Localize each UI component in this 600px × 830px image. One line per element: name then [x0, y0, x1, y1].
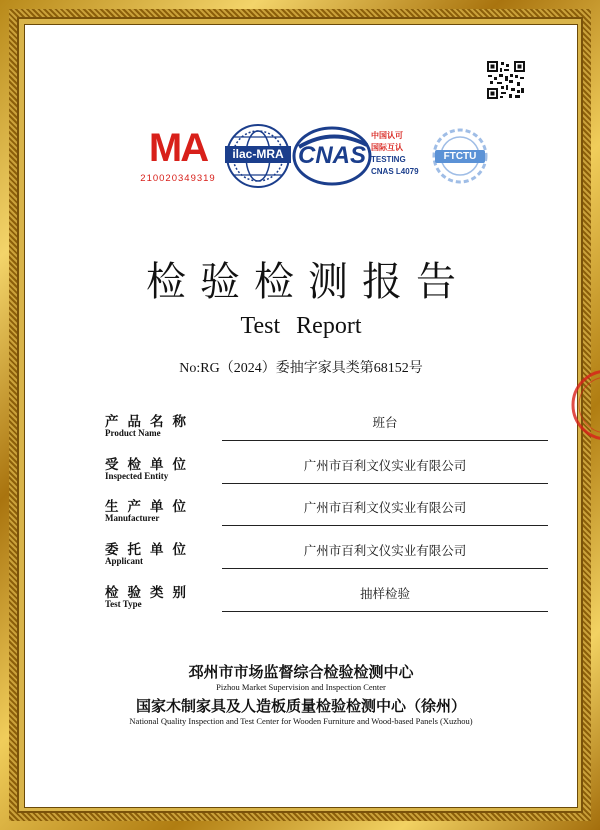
cnas-accreditation-info: [371, 130, 431, 178]
field-label-en: Applicant: [105, 556, 144, 566]
field-label-cn: 生产单位: [105, 499, 195, 514]
cnas-line-1: 中国认可: [371, 131, 403, 140]
title-english: Test Report: [240, 313, 362, 339]
field-value: 广州市百利文仪实业有限公司: [303, 501, 467, 515]
field-label-en: Inspected Entity: [105, 471, 169, 481]
field-underline: [222, 483, 548, 484]
cma-number: 210020349319: [140, 173, 216, 184]
ilac-mra-logo: [225, 123, 291, 189]
field-value: 班台: [372, 416, 398, 430]
field-value: 抽样检验: [359, 587, 410, 601]
cnas-line-2: 国际互认: [371, 143, 403, 152]
ilac-logo-text: ilac-MRA: [225, 146, 291, 163]
field-underline: [222, 611, 548, 612]
field-label-cn: 检验类别: [105, 585, 195, 600]
field-value: 广州市百利文仪实业有限公司: [303, 544, 467, 558]
field-label-cn: 委托单位: [105, 542, 195, 557]
red-seal-stamp-icon: [561, 365, 600, 445]
field-label-en: Product Name: [105, 428, 161, 438]
report-number: No:RG（2024）委抽字家具类第68152号: [179, 361, 423, 376]
ftctu-logo: [429, 127, 491, 185]
cma-logo: [135, 125, 221, 189]
field-label-en: Test Type: [105, 599, 142, 609]
ftctu-logo-text: FTCTU: [435, 150, 485, 163]
field-value: 广州市百利文仪实业有限公司: [303, 459, 467, 473]
cnas-line-4: CNAS L4079: [371, 167, 419, 176]
field-underline: [222, 440, 548, 441]
field-label-cn: 产品名称: [105, 414, 195, 429]
field-underline: [222, 568, 548, 569]
cma-logo-text: MA: [148, 126, 208, 170]
organization-2-chinese: 国家木制家具及人造板质量检验检测中心（徐州）: [135, 699, 466, 715]
cnas-line-3: TESTING: [371, 155, 406, 164]
certificate-paper: [24, 24, 578, 808]
organization-1-chinese: 邳州市市场监督综合检验检测中心: [188, 665, 414, 681]
cnas-logo: [291, 125, 373, 187]
cnas-logo-text: CNAS: [297, 142, 366, 169]
organization-2-english: National Quality Inspection and Test Center for Wooden Furniture and Wood-based Panels (Xuzhou): [129, 716, 473, 726]
field-label-en: Manufacturer: [105, 513, 160, 523]
title-chinese: 检验检测报告: [146, 259, 470, 304]
qr-code-icon: [487, 61, 525, 99]
field-label-cn: 受检单位: [105, 457, 195, 472]
field-underline: [222, 525, 548, 526]
organization-1-english: Pizhou Market Supervision and Inspection Center: [216, 682, 386, 692]
